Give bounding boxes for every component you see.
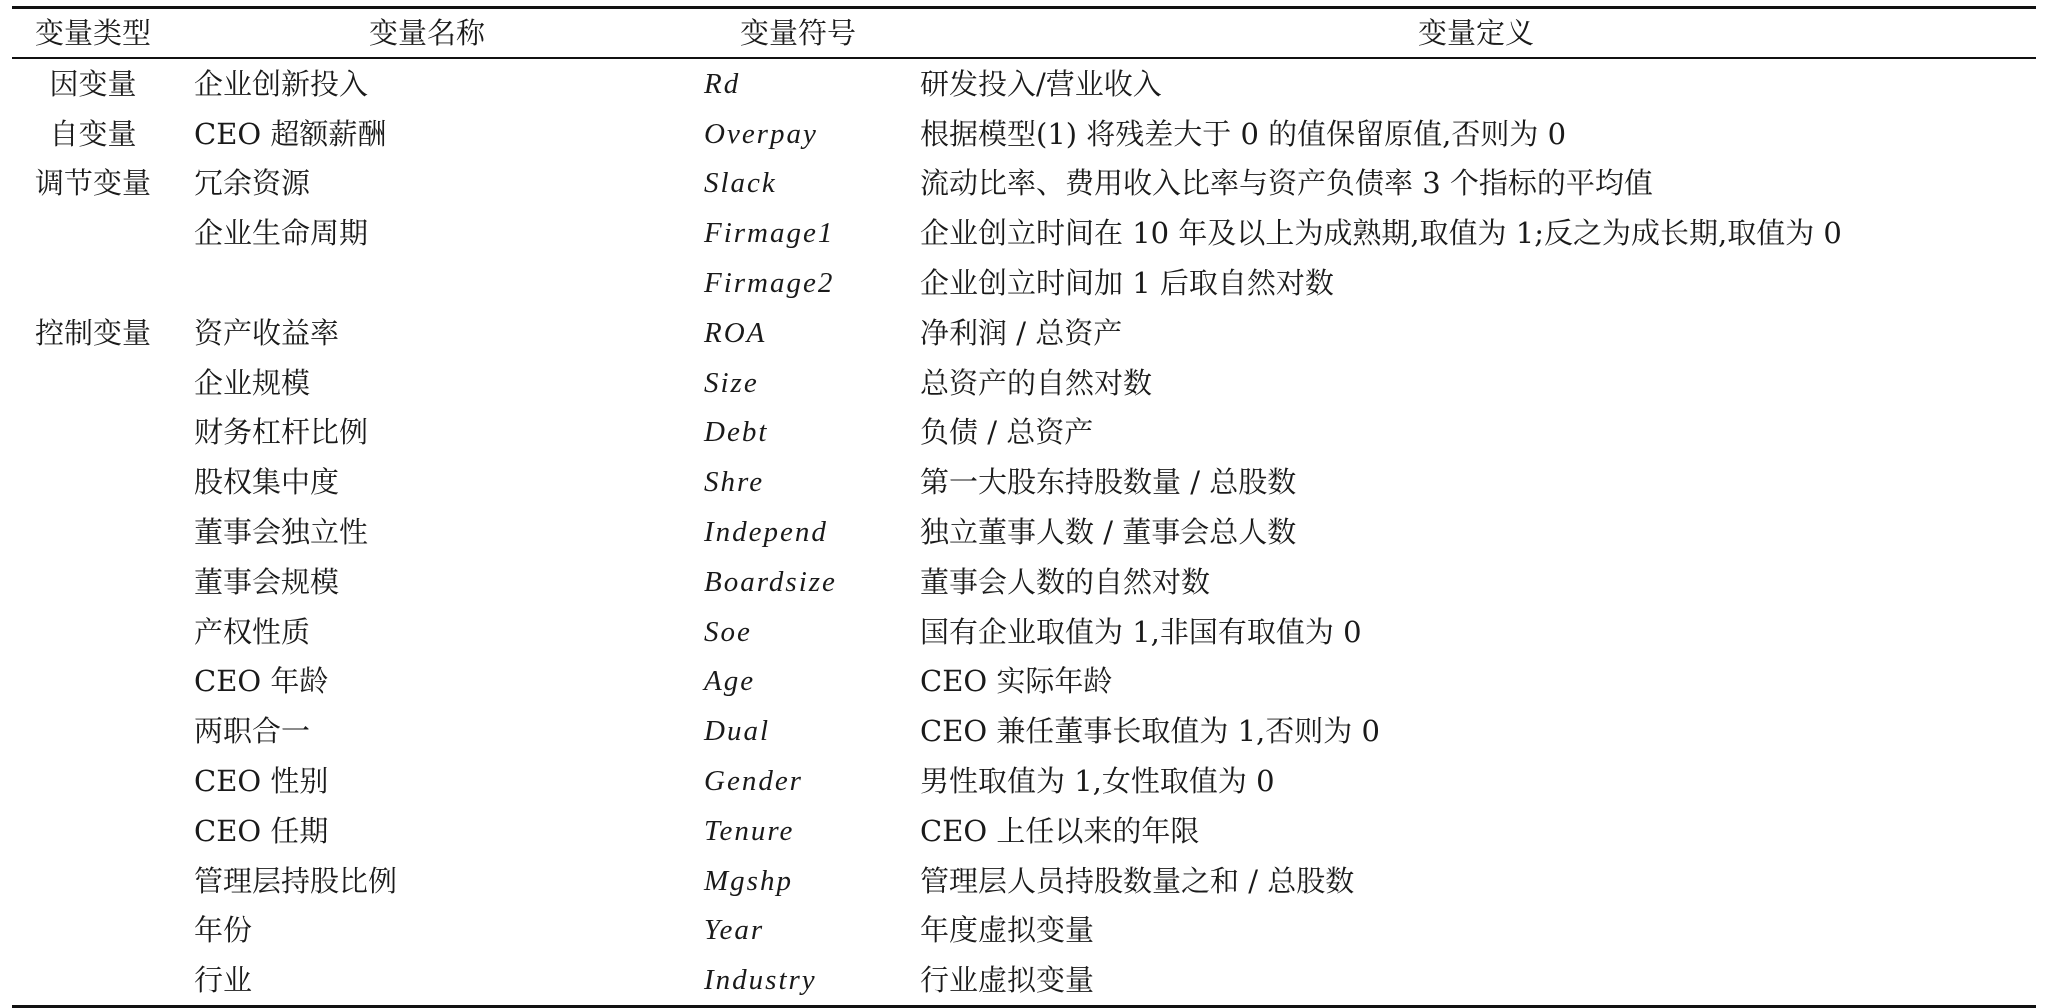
- table-body: [12, 58, 2036, 1007]
- header-variable-type: 变量类型: [34, 16, 151, 50]
- variable-definition-table: [12, 6, 2036, 1008]
- cell-variable-name: 企业生命周期: [194, 216, 369, 251]
- cell-variable-symbol: Firmage2: [704, 267, 835, 300]
- cell-variable-name: 冗余资源: [194, 166, 311, 201]
- cell-variable-type: 因变量: [49, 66, 137, 101]
- cell-variable-name: 董事会规模: [194, 564, 340, 599]
- cell-variable-name: CEO 任期: [194, 813, 329, 848]
- cell-variable-name: 行业: [194, 963, 253, 998]
- cell-variable-definition: 根据模型(1) 将残差大于 0 的值保留原值,否则为 0: [920, 116, 1567, 151]
- cell-variable-type: 自变量: [49, 116, 137, 151]
- cell-variable-name: 企业规模: [194, 365, 311, 400]
- cell-variable-name: CEO 性别: [194, 764, 329, 799]
- table-row: [12, 258, 2036, 308]
- cell-variable-symbol: Mgshp: [704, 864, 793, 897]
- cell-variable-symbol: Debt: [704, 416, 769, 449]
- cell-variable-symbol: Shre: [704, 466, 765, 499]
- table-row: [12, 507, 2036, 557]
- table-row: [12, 955, 2036, 1006]
- cell-variable-name: 年份: [194, 913, 253, 948]
- cell-variable-type: [12, 507, 174, 557]
- cell-variable-name: 管理层持股比例: [194, 863, 398, 898]
- cell-variable-name: 股权集中度: [194, 465, 340, 500]
- table-row: [12, 408, 2036, 458]
- cell-variable-symbol: Slack: [704, 167, 777, 200]
- cell-variable-symbol: Size: [704, 366, 759, 399]
- cell-variable-type: [12, 457, 174, 507]
- cell-variable-definition: 负债 / 总资产: [920, 415, 1094, 450]
- header-row: [12, 8, 2036, 59]
- cell-variable-type: [12, 258, 174, 308]
- table-row: [12, 856, 2036, 906]
- cell-variable-name: 财务杠杆比例: [194, 415, 369, 450]
- cell-variable-type: [12, 756, 174, 806]
- cell-variable-type: [12, 358, 174, 408]
- cell-variable-definition: 国有企业取值为 1,非国有取值为 0: [920, 614, 1362, 649]
- table-row: [12, 756, 2036, 806]
- cell-variable-symbol: ROA: [704, 316, 767, 349]
- table-row: [12, 308, 2036, 358]
- cell-variable-type: [12, 955, 174, 1006]
- cell-variable-definition: 行业虚拟变量: [920, 963, 1095, 998]
- cell-variable-type: [12, 208, 174, 258]
- header-variable-name: 变量名称: [368, 16, 485, 50]
- table-row: [12, 109, 2036, 159]
- cell-variable-symbol: Dual: [704, 715, 770, 748]
- cell-variable-symbol: Soe: [704, 615, 752, 648]
- cell-variable-definition: 独立董事人数 / 董事会总人数: [920, 515, 1297, 550]
- cell-variable-type: [12, 408, 174, 458]
- cell-variable-definition: CEO 上任以来的年限: [920, 813, 1200, 848]
- cell-variable-name: 董事会独立性: [194, 515, 369, 550]
- cell-variable-type: [12, 906, 174, 956]
- header-variable-symbol: 变量符号: [739, 16, 856, 50]
- variable-definition-table-container: [12, 6, 2036, 1008]
- cell-variable-definition: CEO 兼任董事长取值为 1,否则为 0: [920, 714, 1380, 749]
- cell-variable-definition: 男性取值为 1,女性取值为 0: [920, 764, 1275, 799]
- cell-variable-type: 调节变量: [34, 166, 151, 201]
- cell-variable-definition: 管理层人员持股数量之和 / 总股数: [920, 863, 1355, 898]
- header-variable-definition: 变量定义: [1417, 16, 1534, 50]
- cell-variable-symbol: Rd: [704, 67, 741, 100]
- cell-variable-definition: 流动比率、费用收入比率与资产负债率 3 个指标的平均值: [920, 166, 1653, 201]
- cell-variable-symbol: Overpay: [704, 117, 818, 150]
- cell-variable-name: [174, 258, 680, 308]
- table-row: [12, 58, 2036, 109]
- cell-variable-type: 控制变量: [34, 315, 151, 350]
- cell-variable-type: [12, 856, 174, 906]
- cell-variable-symbol: Boardsize: [704, 565, 837, 598]
- cell-variable-definition: 董事会人数的自然对数: [920, 564, 1211, 599]
- table-row: [12, 457, 2036, 507]
- table-row: [12, 607, 2036, 657]
- cell-variable-symbol: Gender: [704, 765, 803, 798]
- table-row: [12, 208, 2036, 258]
- cell-variable-type: [12, 657, 174, 707]
- cell-variable-definition: 第一大股东持股数量 / 总股数: [920, 465, 1297, 500]
- table-row: [12, 906, 2036, 956]
- table-row: [12, 358, 2036, 408]
- cell-variable-type: [12, 557, 174, 607]
- cell-variable-name: 资产收益率: [194, 315, 340, 350]
- cell-variable-symbol: Independ: [704, 516, 828, 549]
- cell-variable-symbol: Year: [704, 914, 765, 947]
- cell-variable-symbol: Industry: [704, 964, 817, 997]
- cell-variable-symbol: Firmage1: [704, 217, 835, 250]
- cell-variable-name: CEO 年龄: [194, 664, 329, 699]
- table-row: [12, 706, 2036, 756]
- cell-variable-definition: 企业创立时间加 1 后取自然对数: [920, 266, 1334, 301]
- table-row: [12, 159, 2036, 209]
- cell-variable-definition: 研发投入/营业收入: [920, 66, 1162, 101]
- cell-variable-type: [12, 706, 174, 756]
- cell-variable-definition: CEO 实际年龄: [920, 664, 1113, 699]
- cell-variable-type: [12, 607, 174, 657]
- cell-variable-definition: 总资产的自然对数: [920, 365, 1153, 400]
- table-header: [12, 8, 2036, 59]
- cell-variable-name: 产权性质: [194, 614, 311, 649]
- cell-variable-symbol: Tenure: [704, 814, 795, 847]
- cell-variable-name: 企业创新投入: [194, 66, 369, 101]
- cell-variable-symbol: Age: [704, 665, 756, 698]
- cell-variable-name: CEO 超额薪酬: [194, 116, 387, 151]
- cell-variable-type: [12, 806, 174, 856]
- table-row: [12, 806, 2036, 856]
- cell-variable-definition: 年度虚拟变量: [920, 913, 1095, 948]
- cell-variable-name: 两职合一: [194, 714, 311, 749]
- cell-variable-definition: 净利润 / 总资产: [920, 315, 1123, 350]
- cell-variable-definition: 企业创立时间在 10 年及以上为成熟期,取值为 1;反之为成长期,取值为 0: [920, 216, 1842, 251]
- table-row: [12, 657, 2036, 707]
- table-row: [12, 557, 2036, 607]
